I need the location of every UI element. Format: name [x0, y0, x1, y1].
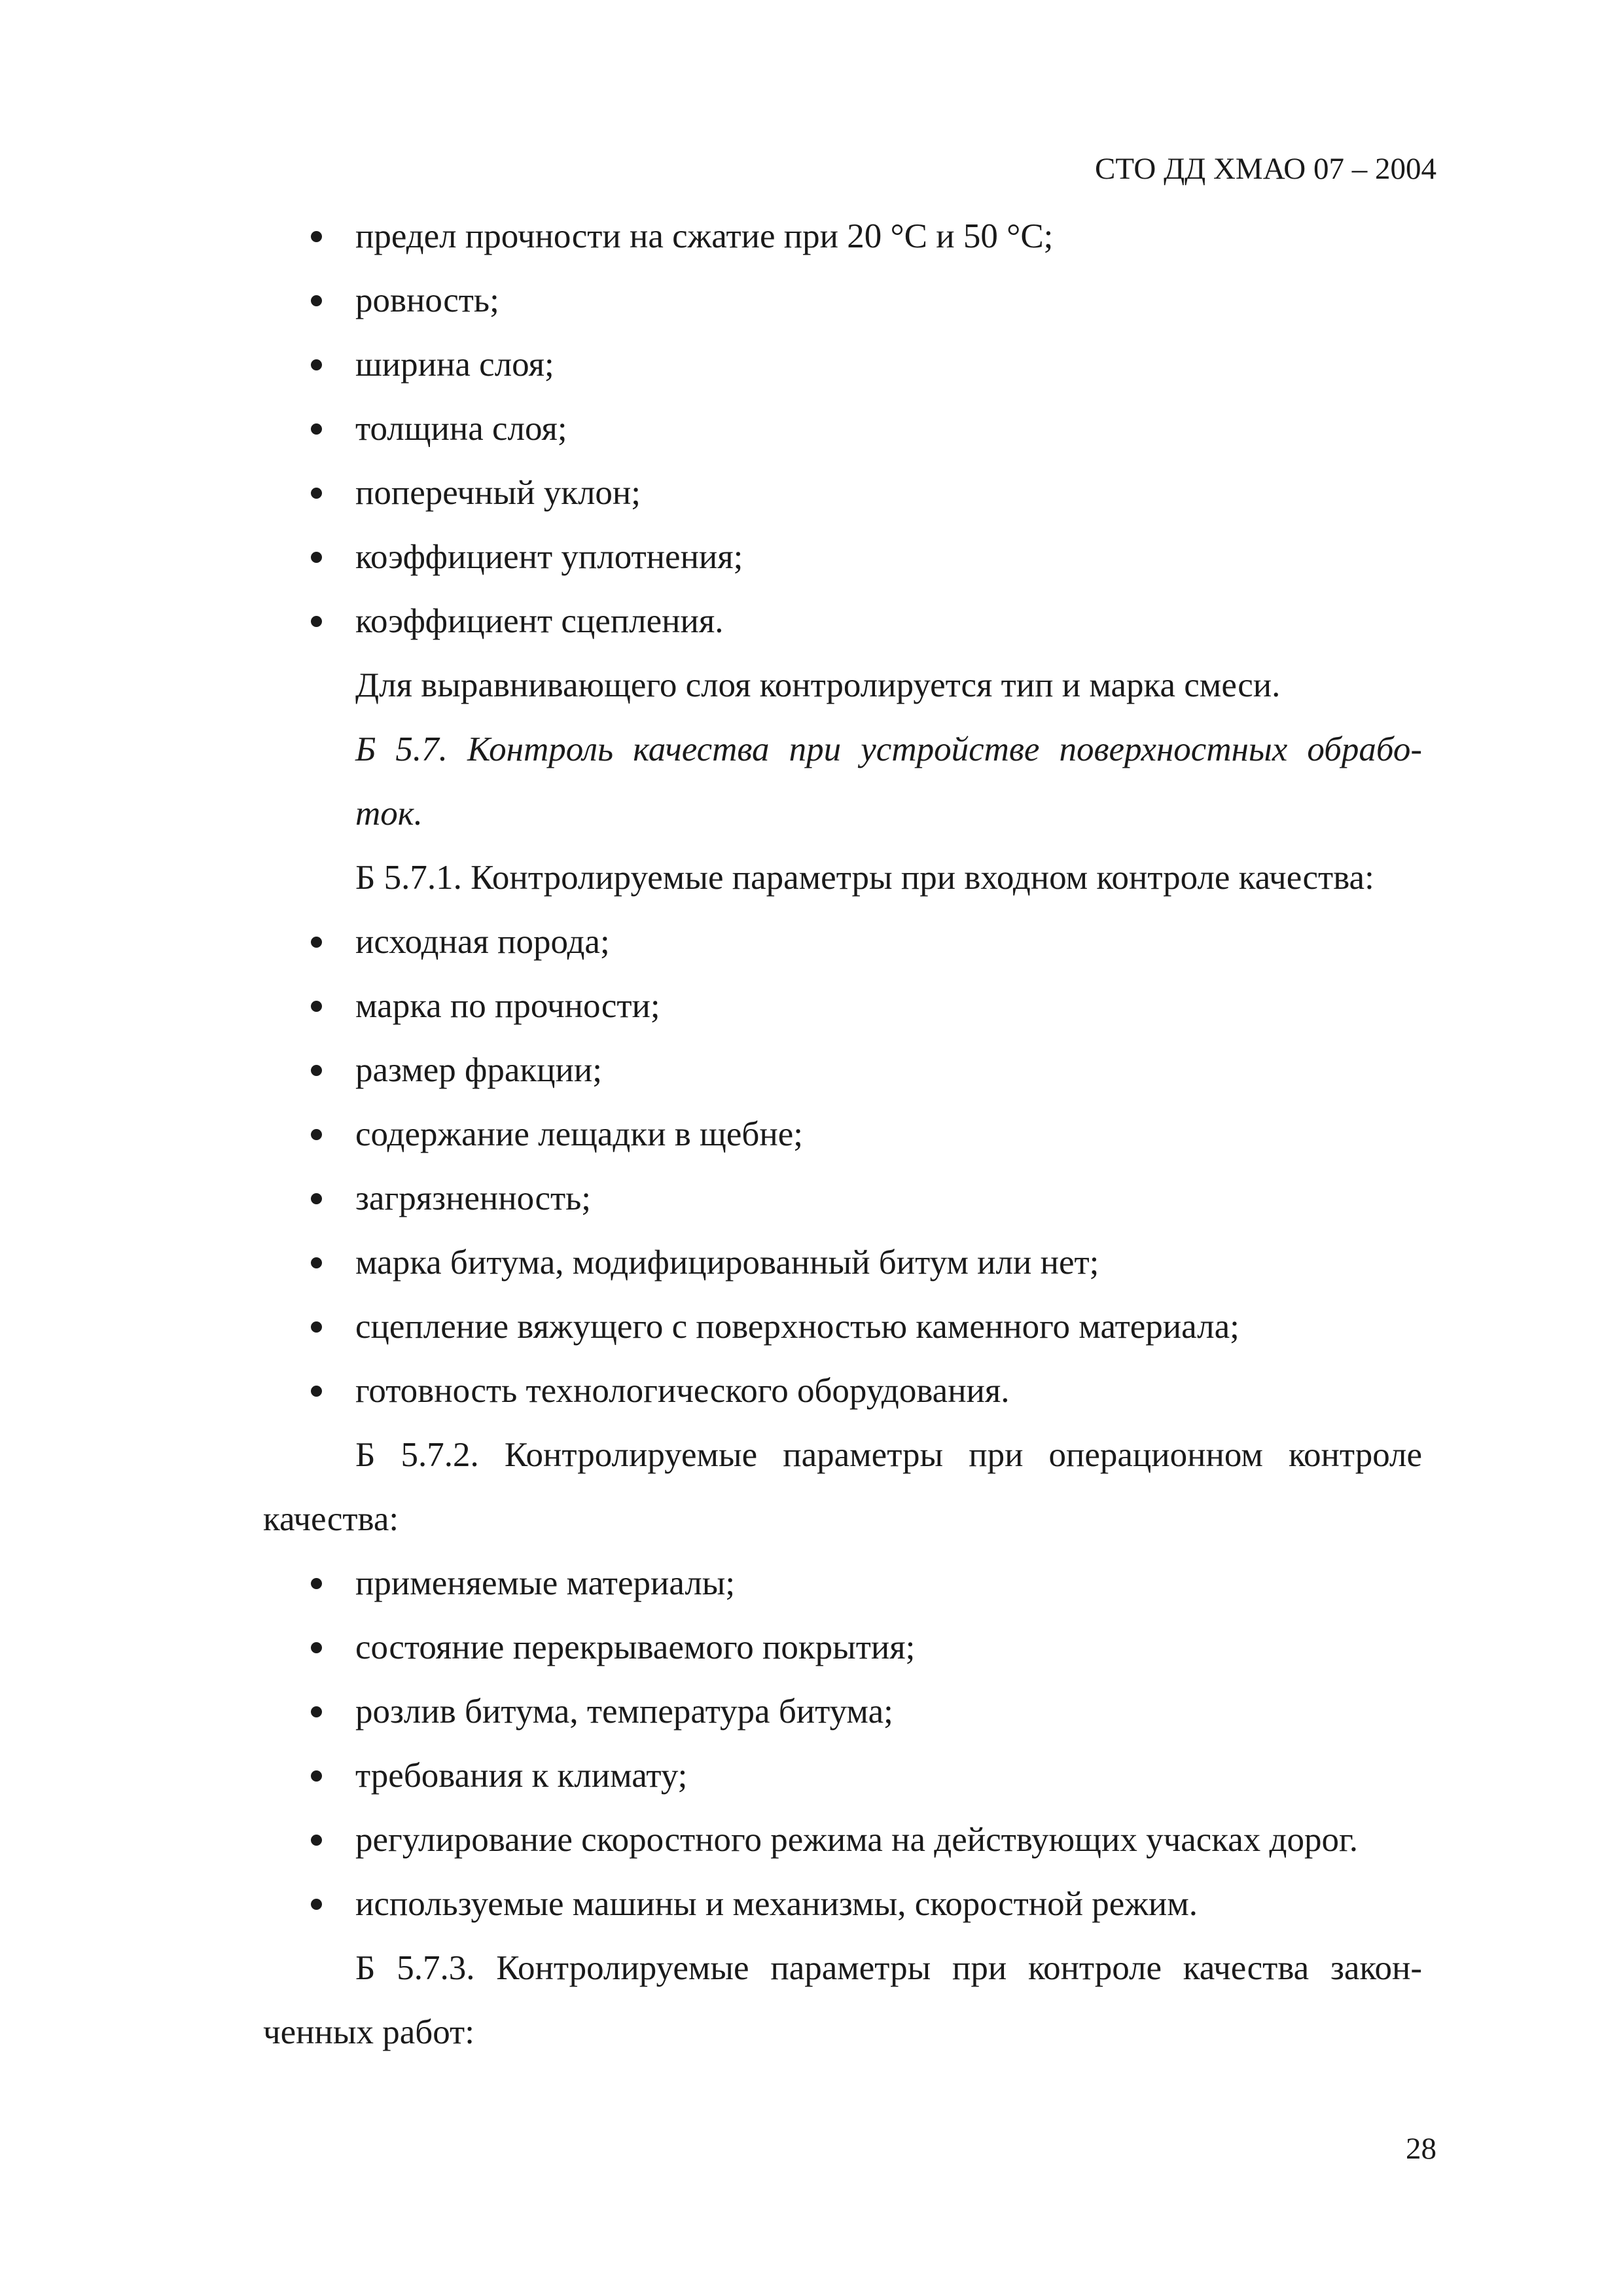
bullet-icon: [311, 1193, 322, 1204]
bullet-icon: [311, 937, 322, 948]
paragraph-leveling-layer: Для выравнивающего слоя контролируется тип и марка смеси.: [355, 666, 1281, 704]
list-item: розлив битума, температура битума;: [355, 1693, 893, 1731]
document-code-header: СТО ДД ХМАО 07 – 2004: [1094, 152, 1436, 186]
section-heading-b5-7-continuation: ток.: [355, 795, 423, 833]
bullet-icon: [311, 1642, 322, 1653]
list-item: поперечный уклон;: [355, 474, 641, 512]
list-item: коэффициент сцепления.: [355, 602, 724, 640]
list-item: ровность;: [355, 281, 499, 319]
section-heading-b5-7: Б 5.7. Контроль качества при устройстве поверхностных обрабо-: [355, 730, 1422, 768]
bullet-icon: [311, 1386, 322, 1397]
bullet-icon: [311, 552, 322, 563]
list-item: ширина слоя;: [355, 346, 554, 384]
list-item: предел прочности на сжатие при 20 °С и 50 °С;: [355, 217, 1054, 255]
list-item: содержание лещадки в щебне;: [355, 1115, 803, 1153]
subsection-heading-b5-7-3: Б 5.7.3. Контролируемые параметры при контроле качества закон-: [355, 1949, 1422, 1987]
page-number: 28: [1406, 2132, 1436, 2166]
list-item: готовность технологического оборудования.: [355, 1372, 1010, 1410]
bullet-icon: [311, 1257, 322, 1268]
list-item: размер фракции;: [355, 1051, 602, 1089]
bullet-icon: [311, 488, 322, 499]
list-item: исходная порода;: [355, 923, 610, 961]
bullet-icon: [311, 1321, 322, 1333]
bullet-icon: [311, 359, 322, 370]
list-item: марка битума, модифицированный битум или нет;: [355, 1244, 1099, 1282]
list-item: используемые машины и механизмы, скоростной режим.: [355, 1885, 1198, 1923]
subsection-heading-b5-7-2-continuation: качества:: [263, 1500, 399, 1538]
list-item: состояние перекрываемого покрытия;: [355, 1628, 916, 1666]
list-item: коэффициент уплотнения;: [355, 538, 743, 576]
bullet-icon: [311, 1706, 322, 1717]
list-item: загрязненность;: [355, 1179, 592, 1217]
bullet-icon: [311, 423, 322, 435]
bullet-icon: [311, 1578, 322, 1589]
bullet-icon: [311, 231, 322, 242]
bullet-icon: [311, 1129, 322, 1140]
bullet-icon: [311, 1001, 322, 1012]
bullet-icon: [311, 1899, 322, 1910]
subsection-heading-b5-7-2: Б 5.7.2. Контролируемые параметры при операционном контроле: [355, 1436, 1422, 1474]
bullet-icon: [311, 1835, 322, 1846]
bullet-icon: [311, 1065, 322, 1076]
list-item: толщина слоя;: [355, 410, 567, 448]
subsection-heading-b5-7-1: Б 5.7.1. Контролируемые параметры при входном контроле качества:: [355, 859, 1374, 897]
bullet-icon: [311, 295, 322, 306]
list-item: марка по прочности;: [355, 987, 660, 1025]
list-item: регулирование скоростного режима на действующих учасках дорог.: [355, 1821, 1358, 1859]
list-item: сцепление вяжущего с поверхностью каменного материала;: [355, 1308, 1240, 1346]
list-item: применяемые материалы;: [355, 1564, 736, 1602]
subsection-heading-b5-7-3-continuation: ченных работ:: [263, 2013, 474, 2051]
list-item: требования к климату;: [355, 1757, 688, 1795]
bullet-icon: [311, 1770, 322, 1782]
bullet-icon: [311, 616, 322, 627]
